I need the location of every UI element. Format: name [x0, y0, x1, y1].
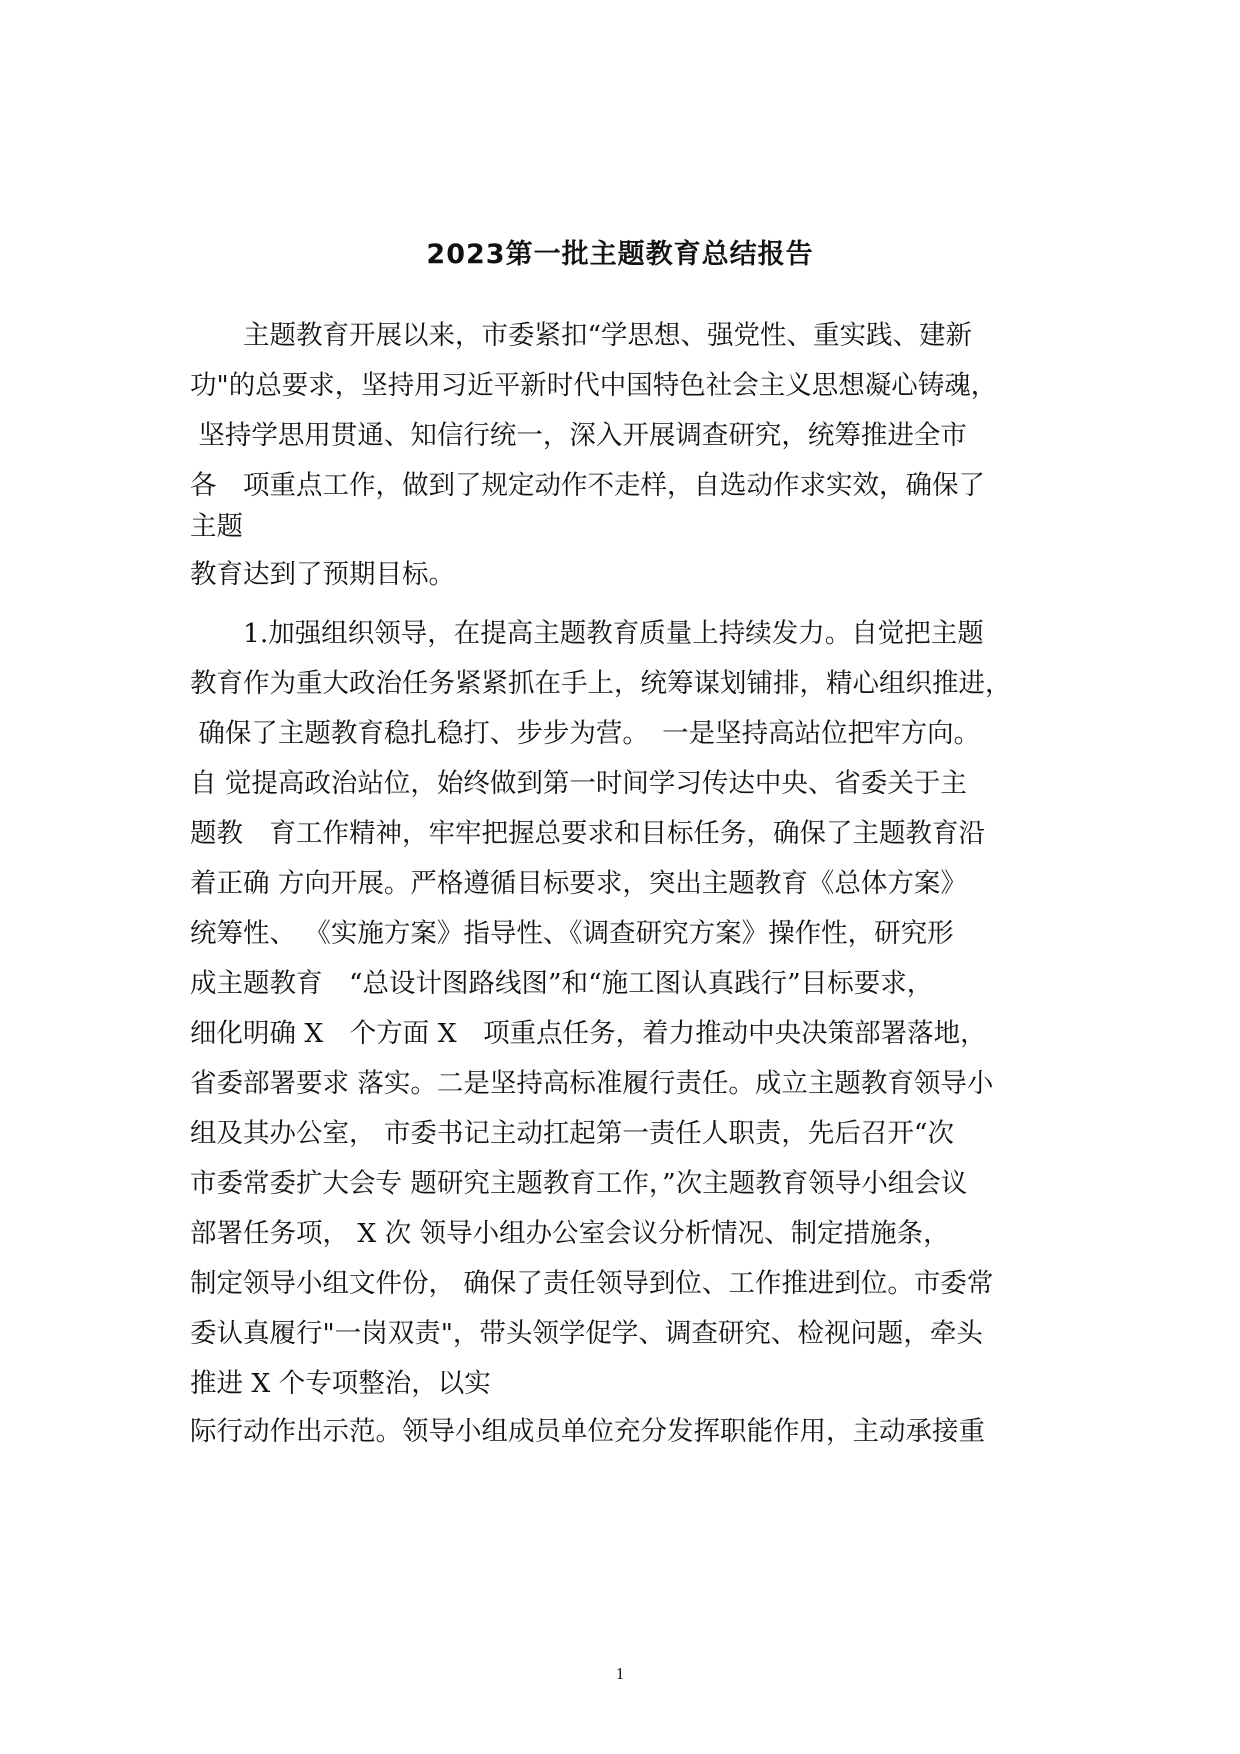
body-line: 教育作为重大政治任务紧紧抓在手上，统筹谋划铺排，精心组织推进，: [190, 668, 1012, 699]
body-line: 成主题教育 “总设计图路线图”和“施工图认真践行”目标要求，: [190, 968, 934, 999]
body-line: 统筹性、 《实施方案》指导性、《调查研究方案》操作性，研究形: [190, 918, 954, 949]
body-line: 题教 育工作精神，牢牢把握总要求和目标任务，确保了主题教育沿: [190, 818, 985, 849]
body-line: 坚持学思用贯通、知信行统一，深入开展调查研究，统筹推进全市: [190, 420, 967, 451]
body-line: 委认真履行"一岗双责"，带头领学促学、调查研究、检视问题，牵头: [190, 1318, 983, 1349]
body-line: 着正确 方向开展。严格遵循目标要求，突出主题教育《总体方案》: [190, 868, 967, 899]
body-line: 推进 X 个专项整治，以实: [190, 1368, 491, 1399]
body-line: 省委部署要求 落实。二是坚持高标准履行责任。成立主题教育领导小: [190, 1068, 994, 1099]
body-line: 各 项重点工作，做到了规定动作不走样，自选动作求实效，确保了: [190, 470, 985, 501]
body-line: 市委常委扩大会专 题研究主题教育工作，”次主题教育领导小组会议: [190, 1168, 968, 1199]
body-line: 教育达到了预期目标。: [190, 559, 455, 590]
document-title: 2023第一批主题教育总结报告: [426, 239, 814, 270]
body-line: 主题教育开展以来，市委紧扣“学思想、强党性、重实践、建新: [190, 320, 973, 351]
page-number: 1: [615, 1664, 625, 1683]
body-line: 部署任务项， X 次 领导小组办公室会议分析情况、制定措施条，: [190, 1218, 950, 1249]
body-line: 制定领导小组文件份， 确保了责任领导到位、工作推进到位。市委常: [190, 1268, 994, 1299]
body-line: 际行动作出示范。领导小组成员单位充分发挥职能作用，主动承接重: [190, 1416, 985, 1447]
body-line: 细化明确 X 个方面 X 项重点任务，着力推动中央决策部署落地，: [190, 1018, 987, 1049]
body-line: 功"的总要求，坚持用习近平新时代中国特色社会主义思想凝心铸魂，: [190, 370, 998, 401]
body-line: 主题: [190, 511, 243, 542]
body-line: 确保了主题教育稳扎稳打、步步为营。 一是坚持高站位把牢方向。: [190, 718, 981, 749]
body-line: 组及其办公室， 市委书记主动扛起第一责任人职责，先后召开“次: [190, 1118, 954, 1149]
body-line: 自 觉提高政治站位，始终做到第一时间学习传达中央、省委关于主: [190, 768, 967, 799]
body-line: 1.加强组织领导，在提高主题教育质量上持续发力。自觉把主题: [190, 618, 984, 649]
